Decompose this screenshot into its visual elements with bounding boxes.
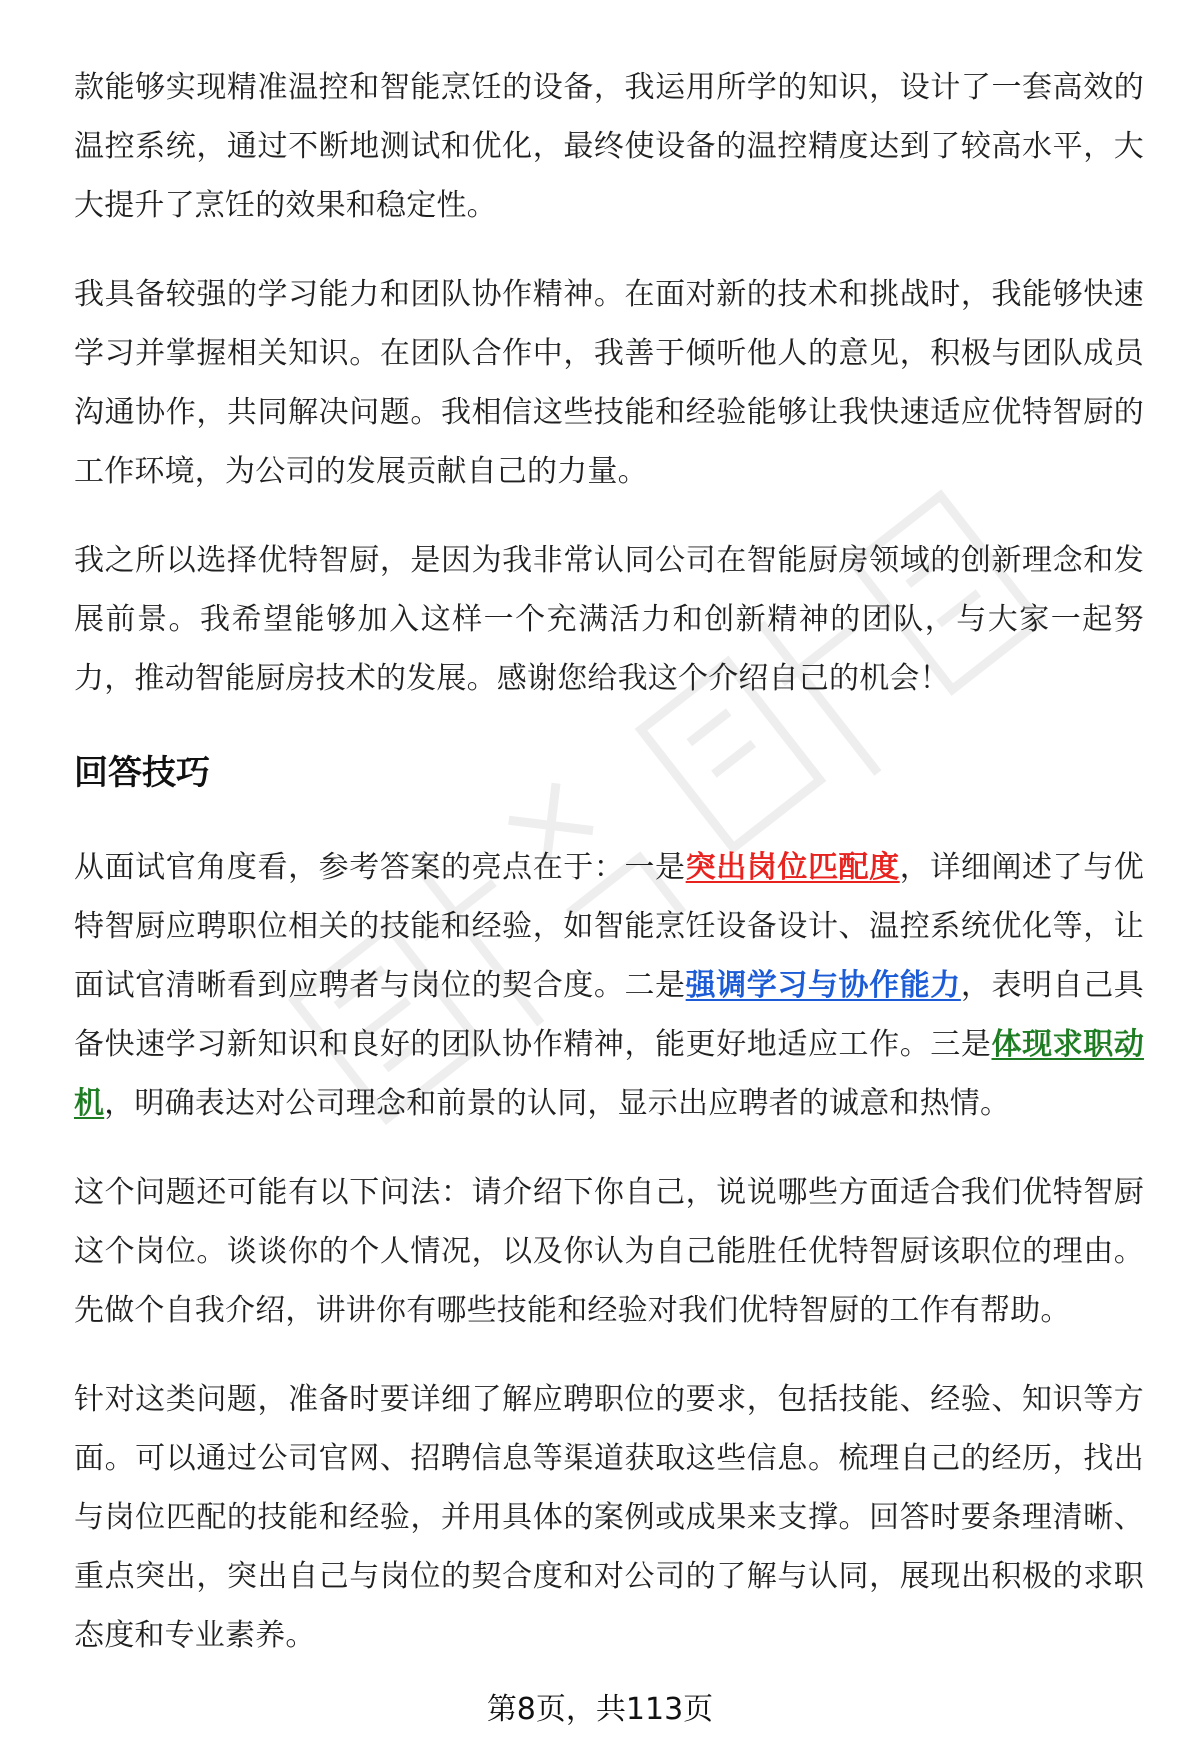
- intro-paragraph-1: 款能够实现精准温控和智能烹饪的设备，我运用所学的知识，设计了一套高效的温控系统，通过不断地测试和优化，最终使设备的温控精度达到了较高水平，大大提升了烹饪的效果和稳定性。: [74, 70, 1144, 223]
- document-page: [74, 58, 1144, 1665]
- tips-text-2: ，详细阐述了与优特智厨应聘职位相关的技能和经验，如智能烹饪设备设计、温控系统优化等，让面试官清晰看到应聘者与岗位的契合度。二是: [74, 850, 1144, 1003]
- preparation-advice-paragraph: 针对这类问题，准备时要详细了解应聘职位的要求，包括技能、经验、知识等方面。可以通过公司官网、招聘信息等渠道获取这些信息。梳理自己的经历，找出与岗位匹配的技能和经验，并用具体的案例或成果来支撑。回答时要条理清晰、重点突出，突出自己与岗位的契合度和对公司的了解与认同，展现出积极的求职态度和专业素养。: [74, 1382, 1144, 1653]
- tips-text-1: 从面试官角度看，参考答案的亮点在于：一是: [74, 850, 686, 885]
- highlight-job-match: 突出岗位匹配度: [685, 850, 900, 885]
- tips-paragraph: [74, 838, 1144, 1133]
- highlight-motivation: 体现求职动机: [74, 1027, 1145, 1121]
- intro-paragraph-3: 我之所以选择优特智厨，是因为我非常认同公司在智能厨房领域的创新理念和发展前景。我希望能够加入这样一个充满活力和创新精神的团队，与大家一起努力，推动智能厨房技术的发展。感谢您给我这个介绍自己的机会！: [74, 543, 1144, 696]
- highlight-learning-collaboration: 强调学习与协作能力: [685, 968, 961, 1003]
- intro-paragraph-2: 我具备较强的学习能力和团队协作精神。在面对新的技术和挑战时，我能够快速学习并掌握相关知识。在团队合作中，我善于倾听他人的意见，积极与团队成员沟通协作，共同解决问题。我相信这些技能和经验能够让我快速适应优特智厨的工作环境，为公司的发展贡献自己的力量。: [74, 277, 1144, 489]
- page-number-footer: 第8页，共113页: [486, 1692, 714, 1727]
- tips-text-3: ，表明自己具备快速学习新知识和良好的团队协作精神，能更好地适应工作。三是: [74, 968, 1145, 1062]
- tips-text-4: ，明确表达对公司理念和前景的认同，显示出应聘者的诚意和热情。: [104, 1086, 1011, 1121]
- section-heading: 回答技巧: [74, 753, 210, 793]
- alternate-questions-paragraph: 这个问题还可能有以下问法：请介绍下你自己，说说哪些方面适合我们优特智厨这个岗位。谈谈你的个人情况，以及你认为自己能胜任优特智厨该职位的理由。先做个自我介绍，讲讲你有哪些技能和经验对我们优特智厨的工作有帮助。: [74, 1175, 1144, 1328]
